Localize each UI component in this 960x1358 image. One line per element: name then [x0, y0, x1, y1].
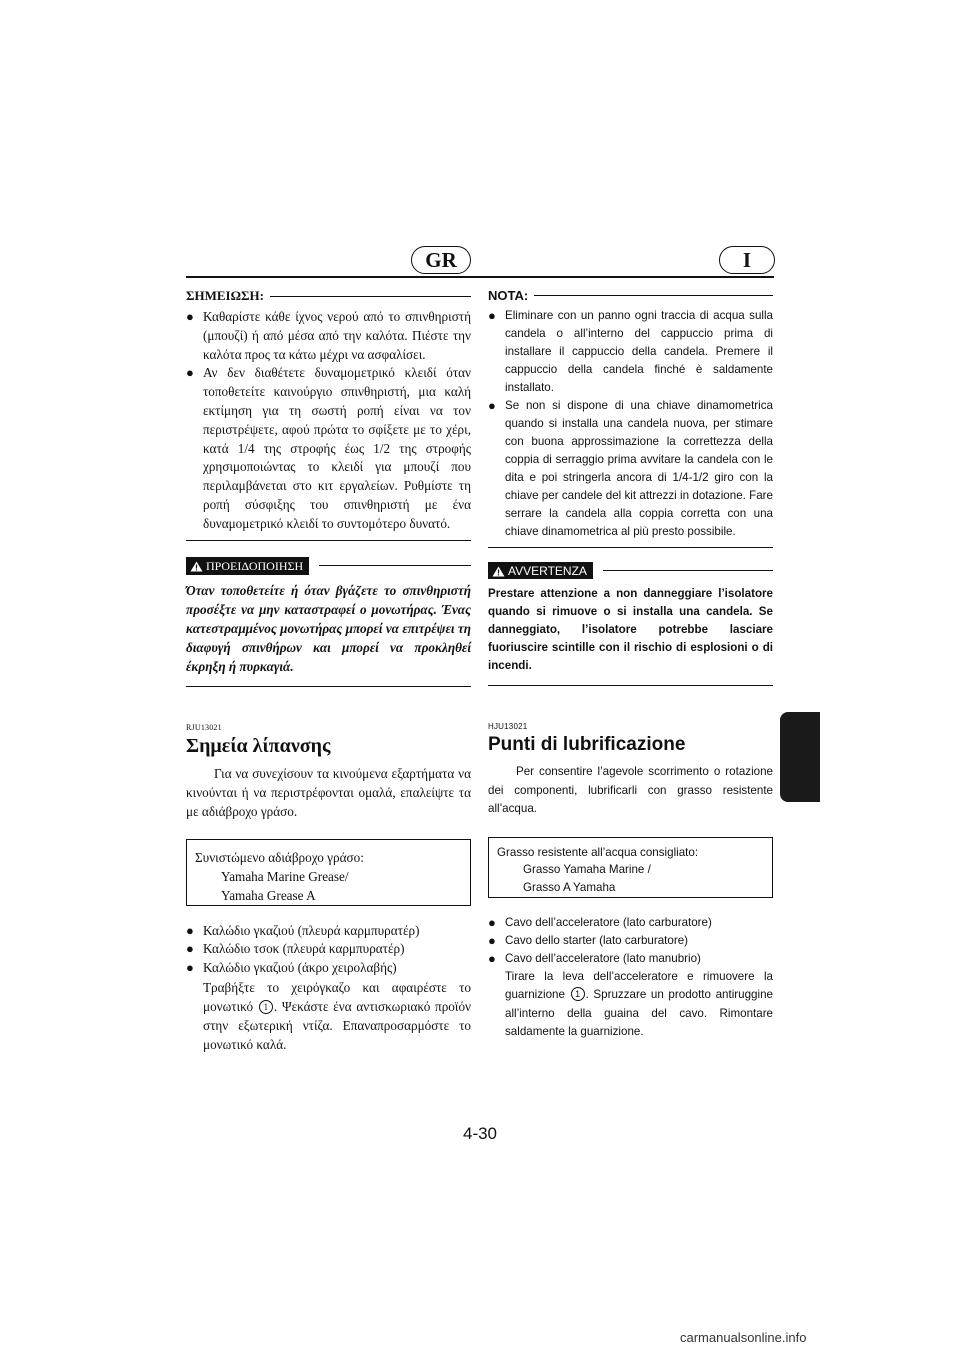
list-item: ● Καλώδιο γκαζιού (άκρο χειρολαβής)	[186, 959, 471, 978]
note-bullet: ● Se non si dispone di una chiave dinamometrica quando si installa una candela nuova, per stimare con buona approssimazione la correttezza della coppia di serraggio prima avvitare la candela con le dita e poi stringerla ancora di 1/4-1/2 giro con la chiave per candele del kit attrezzi in dotazione. Fare serrare la candela alla coppia corretta con una chiave dinamometrica al più presto possibile.	[488, 398, 773, 538]
bullet-icon: ●	[488, 950, 496, 966]
note-header	[186, 288, 471, 304]
bullet-icon: ●	[186, 309, 194, 324]
note-label: NOTA:	[488, 288, 529, 303]
note-end-rule	[186, 540, 471, 541]
section-title: Σημεία λίπανσης	[186, 734, 331, 757]
list-item-instructions: Tirare la leva dell’acceleratore e rimuovere la guarnizione 1 . Spruzzare un prodotto antiruggine all’interno della guaina del cavo. Rimontare saldamente la guarnizione.	[505, 969, 773, 1038]
note-label: ΣΗΜΕΙΩΣΗ:	[186, 288, 264, 303]
list-item-instructions: Τραβήξτε το χειρόγκαζο και αφαιρέστε το μονωτικό 1 . Ψεκάστε ένα αντισκωριακό προϊόν στην εξωτερική ντίζα. Επαναπροσαρμόστε το μονωτικό καλά.	[203, 979, 471, 1052]
warning-end-rule	[488, 685, 773, 686]
bullet-icon: ●	[488, 914, 496, 930]
note-header	[488, 288, 773, 303]
lubrication-points-list	[186, 922, 471, 1054]
section-code: HJU13021	[488, 722, 528, 731]
warning-header	[488, 562, 773, 579]
bullet-icon: ●	[488, 398, 496, 413]
bullet-icon: ●	[186, 960, 194, 976]
grease-spec-box	[488, 837, 773, 898]
grease-spec-value: Grasso Yamaha Marine /	[523, 863, 651, 876]
list-item: ● Καλώδιο τσοκ (πλευρά καρμπυρατέρ)	[186, 940, 471, 959]
section-code: RJU13021	[186, 722, 222, 732]
list-item: ● Cavo dello starter (lato carburatore)	[488, 932, 689, 948]
warning-header	[186, 557, 471, 575]
warning-badge: AVVERTENZA	[488, 562, 593, 579]
grease-spec-value: Yamaha Grease A	[221, 887, 316, 903]
header-rule	[186, 276, 774, 278]
bullet-icon: ●	[186, 922, 194, 938]
footer-watermark[interactable]: carmanualsonline.info	[680, 1330, 807, 1345]
bullet-icon: ●	[488, 932, 496, 948]
language-badge-gr: GR	[411, 246, 471, 274]
grease-spec-label: Συνιστώμενο αδιάβροχο γράσο:	[195, 849, 364, 865]
section-paragraph: Για να συνεχίσουν τα κινούμενα εξαρτήματα να κινούνται ή να περιστρέφονται ομαλά, επαλείψτε τα με αδιάβροχο γράσο.	[186, 765, 471, 819]
warning-text: Όταν τοποθετείτε ή όταν βγάζετε το σπινθηριστή προσέξτε να μην καταστραφεί ο μονωτήρας. Ένας κατεστραμμένος μονωτήρας μπορεί να επιτρέψει τη διαφυγή σπινθήρων και μπορεί να προκληθεί έκρηξη ή πυρκαγιά.	[186, 582, 471, 674]
warning-text: Prestare attenzione a non danneggiare l’isolatore quando si rimuove o si installa una candela. Se danneggiato, l’isolatore potrebbe lasciare fuoriuscire scintille con il rischio di esplosioni o di incendi.	[488, 587, 773, 672]
warning-end-rule	[186, 686, 471, 687]
list-item: ● Cavo dell’acceleratore (lato manubrio)	[488, 950, 701, 966]
note-end-rule	[488, 547, 773, 548]
warning-badge: ΠΡΟΕΙΔΟΠΟΙΗΣΗ	[186, 557, 309, 575]
bullet-icon: ●	[186, 941, 194, 957]
section-title: Punti di lubrificazione	[488, 734, 686, 755]
italian-column	[488, 286, 773, 1042]
greek-column	[186, 286, 471, 1054]
grease-spec-value: Yamaha Marine Grease/	[221, 868, 349, 884]
bullet-icon: ●	[488, 308, 496, 323]
warning-triangle-icon	[492, 566, 505, 577]
list-item: ● Cavo dell’acceleratore (lato carburatore)	[488, 914, 712, 930]
note-bullet: ● Αν δεν διαθέτετε δυναμομετρικό κλειδί όταν τοποθετείτε καινούργιο σπινθηριστή, μια καλή εκτίμηση για τη σωστή ροπή είναι να τον περιστρέψετε, αφού πρώτα το σφίξετε με το χέρι, κατά 1/4 της στροφής έως 1/2 της στροφής χρησιμοποιώντας το κλειδί για μπουζί που περιλαμβάνεται στο κιτ εργαλείων. Ρυθμίστε τη ροπή σύσφιξης του σπινθηριστή με ένα δυναμομετρικό κλειδί το συντομότερο δυνατό.	[186, 365, 471, 531]
note-bullet: ● Eliminare con un panno ogni traccia di acqua sulla candela o all’interno del cappuccio prima di installare il cappuccio della candela. Premere il cappuccio della candela finché è saldamente installato.	[488, 308, 773, 394]
callout-number-icon: 1	[259, 1000, 273, 1014]
chapter-side-tab	[780, 712, 820, 802]
list-item: ● Καλώδιο γκαζιού (πλευρά καρμπυρατέρ)	[186, 922, 471, 941]
note-bullet: ● Καθαρίστε κάθε ίχνος νερού από το σπινθηριστή (μπουζί) ή από μέσα από την καλότα. Πιέστε την καλότα προς τα κάτω μέχρι να ασφαλίσει.	[186, 309, 471, 362]
grease-spec-value: Grasso A Yamaha	[523, 880, 616, 894]
lubrication-points-list	[488, 914, 773, 1042]
bullet-icon: ●	[186, 365, 194, 381]
grease-spec-box	[186, 839, 471, 906]
grease-spec-label: Grasso resistente all’acqua consigliato:	[497, 845, 699, 859]
callout-number-icon: 1	[571, 987, 585, 1001]
section-paragraph: Per consentire l’agevole scorrimento o rotazione dei componenti, lubrificarli con grasso resistente all’acqua.	[488, 765, 773, 815]
page-number: 4-30	[462, 1124, 498, 1143]
warning-triangle-icon	[190, 561, 203, 572]
language-badge-i: I	[719, 246, 775, 274]
